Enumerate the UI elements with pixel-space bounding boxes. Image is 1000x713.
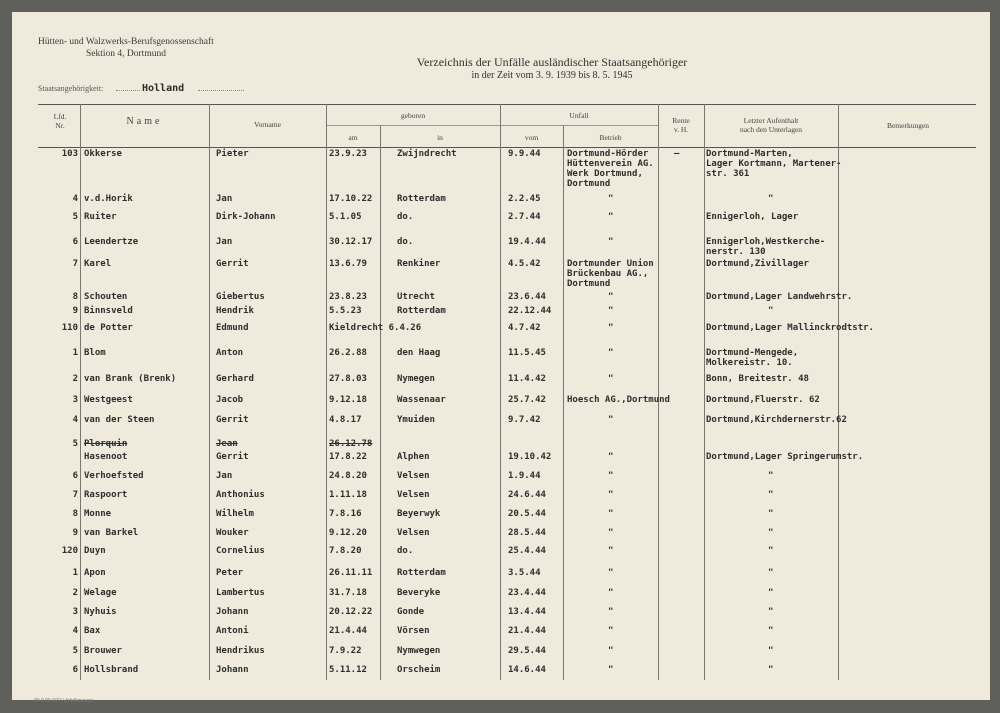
cell-born-place: do.: [397, 212, 414, 222]
cell-vorname: Lambertus: [216, 588, 265, 598]
dotted-line: [198, 90, 244, 91]
document-sheet: [12, 12, 990, 704]
cell-born-place: den Haag: [397, 348, 441, 358]
cell-last-residence: Dortmund,Lager Springerumstr.: [706, 452, 864, 462]
cell-name: Schouten: [84, 292, 128, 302]
cell-born-date: 31.7.18: [329, 588, 367, 598]
cell-last-residence: ": [768, 471, 774, 481]
cell-born-place: Vörsen: [397, 626, 430, 636]
unfall-subrule: [500, 125, 658, 126]
cell-accident-date: 28.5.44: [508, 528, 546, 538]
col-header-rente: Rente v. H.: [672, 116, 690, 134]
cell-last-residence: Ennigerloh, Lager: [706, 212, 799, 222]
cell-nr: 120: [61, 546, 78, 556]
cell-name: Hasenoot: [84, 452, 128, 462]
cell-last-residence: ": [768, 588, 774, 598]
cell-vorname: Peter: [216, 568, 244, 578]
cell-born-date: 5.1.05: [329, 212, 362, 222]
cell-company: ": [608, 212, 614, 222]
cell-born-place: do.: [397, 237, 414, 247]
cell-born-date: 1.11.18: [329, 490, 367, 500]
cell-vorname: Jacob: [216, 395, 244, 405]
cell-born-place: Zwijndrecht: [397, 149, 457, 159]
cell-name: Raspoort: [84, 490, 128, 500]
cell-company: ": [608, 237, 614, 247]
cell-accident-date: 25.4.44: [508, 546, 546, 556]
cell-vorname: Gerhard: [216, 374, 254, 384]
cell-nr: 4: [72, 626, 78, 636]
cell-born-date: 24.8.20: [329, 471, 367, 481]
nationality-label: Staatsangehörigkeit:: [38, 84, 104, 93]
cell-accident-date: 23.4.44: [508, 588, 546, 598]
cell-vorname: Gerrit: [216, 452, 249, 462]
cell-vorname: Gerrit: [216, 415, 249, 425]
cell-born-place: Velsen: [397, 528, 430, 538]
cell-vorname: Jan: [216, 194, 233, 204]
cell-company: ": [608, 626, 614, 636]
cell-accident-date: 2.2.45: [508, 194, 541, 204]
column-rule: [80, 104, 81, 680]
cell-company: ": [608, 374, 614, 384]
cell-accident-date: 2.7.44: [508, 212, 541, 222]
cell-born-date: 9.12.20: [329, 528, 367, 538]
cell-born-place: Utrecht: [397, 292, 435, 302]
cell-vorname: Jan: [216, 471, 233, 481]
cell-vorname: Hendrikus: [216, 646, 265, 656]
cell-born-date: 4.8.17: [329, 415, 362, 425]
cell-accident-date: 29.5.44: [508, 646, 546, 656]
cell-born-date: 7.8.16: [329, 509, 362, 519]
cell-name: Verhoefsted: [84, 471, 144, 481]
cell-born-place: do.: [397, 546, 414, 556]
cell-name: v.d.Horik: [84, 194, 133, 204]
cell-nr: 103: [61, 149, 78, 159]
col-header-am: am: [348, 133, 358, 142]
cell-born-place: Wassenaar: [397, 395, 446, 405]
cell-vorname: Anthonius: [216, 490, 265, 500]
cell-born-date: 26.2.88: [329, 348, 367, 358]
cell-last-residence: Dortmund,Kirchdernerstr.62: [706, 415, 847, 425]
cell-nr: 4: [72, 194, 78, 204]
cell-accident-date: 22.12.44: [508, 306, 552, 316]
cell-accident-date: 25.7.42: [508, 395, 546, 405]
cell-company: ": [608, 509, 614, 519]
cell-name: Binnsveld: [84, 306, 133, 316]
cell-accident-date: 21.4.44: [508, 626, 546, 636]
cell-last-residence: ": [768, 306, 774, 316]
cell-born-place: Beyerwyk: [397, 509, 441, 519]
cell-nr: 7: [72, 259, 78, 269]
cell-accident-date: 4.5.42: [508, 259, 541, 269]
cell-vorname: Dirk-Johann: [216, 212, 276, 222]
col-header-lfd: Lfd. Nr.: [53, 112, 67, 130]
cell-accident-date: 4.7.42: [508, 323, 541, 333]
col-header-aufenthalt: Letzter Aufenthalt nach den Unterlagen: [739, 116, 803, 134]
form-number: 80 0 00 3/37 Unfallanzeige: [34, 698, 94, 704]
cell-company: ": [608, 490, 614, 500]
cell-company: ": [608, 306, 614, 316]
organization-header: [38, 36, 214, 60]
cell-vorname: Pieter: [216, 149, 249, 159]
column-rule: [658, 104, 659, 680]
cell-born-date: 21.4.44: [329, 626, 367, 636]
column-rule: [500, 104, 501, 680]
cell-born-place: Velsen: [397, 490, 430, 500]
cell-born-place: Nymwegen: [397, 646, 441, 656]
cell-born-place: Alphen: [397, 452, 430, 462]
cell-nr: 3: [72, 395, 78, 405]
cell-name: Ruiter: [84, 212, 117, 222]
col-header-in: in: [437, 133, 443, 142]
cell-name: Westgeest: [84, 395, 133, 405]
cell-vorname: Johann: [216, 607, 249, 617]
cell-nr: 4: [72, 415, 78, 425]
cell-born-date: 23.9.23: [329, 149, 367, 159]
cell-nr: 8: [72, 292, 78, 302]
cell-accident-date: 19.4.44: [508, 237, 546, 247]
cell-name: Brouwer: [84, 646, 122, 656]
col-header-vom: vom: [524, 133, 539, 142]
cell-accident-date: 19.10.42: [508, 452, 552, 462]
org-section: Sektion 4, Dortmund: [86, 49, 166, 59]
cell-nr: 8: [72, 509, 78, 519]
cell-company: ": [608, 194, 614, 204]
cell-last-residence: Dortmund-Mengede, Molkereistr. 10.: [706, 348, 799, 368]
cell-born-date: 9.12.18: [329, 395, 367, 405]
cell-name: van Brank (Brenk): [84, 374, 177, 384]
cell-born-date: 7.9.22: [329, 646, 362, 656]
cell-nr: 6: [72, 237, 78, 247]
cell-last-residence: ": [768, 546, 774, 556]
cell-last-residence: ": [768, 646, 774, 656]
header-bottom-rule: [38, 147, 976, 148]
cell-last-residence: Dortmund,Zivillager: [706, 259, 809, 269]
cell-born-date: 26.12.78: [329, 439, 373, 449]
cell-name: Okkerse: [84, 149, 122, 159]
table-top-rule: [38, 104, 976, 105]
col-header-betrieb: Betrieb: [599, 133, 622, 142]
cell-company: ": [608, 348, 614, 358]
cell-name: Bax: [84, 626, 101, 636]
cell-vorname: Cornelius: [216, 546, 265, 556]
cell-born-date: 26.11.11: [329, 568, 373, 578]
cell-born-date: 27.8.03: [329, 374, 367, 384]
cell-nr: 6: [72, 665, 78, 675]
cell-company: ": [608, 415, 614, 425]
cell-nr: 5: [72, 439, 78, 449]
cell-company: ": [608, 665, 614, 675]
cell-accident-date: 9.9.44: [508, 149, 541, 159]
col-header-vorname: Vorname: [254, 120, 281, 129]
cell-last-residence: Ennigerloh,Westkerche- nerstr. 130: [706, 237, 826, 257]
cell-last-residence: Bonn, Breitestr. 48: [706, 374, 809, 384]
cell-born-place: Orscheim: [397, 665, 441, 675]
cell-last-residence: ": [768, 626, 774, 636]
cell-name: Apon: [84, 568, 106, 578]
cell-name: Leendertze: [84, 237, 139, 247]
cell-name: Monne: [84, 509, 112, 519]
cell-last-residence: Dortmund-Marten, Lager Kortmann, Martener- str. 361: [706, 149, 842, 179]
cell-born-date: 17.10.22: [329, 194, 373, 204]
cell-name: Karel: [84, 259, 112, 269]
cell-accident-date: 3.5.44: [508, 568, 541, 578]
cell-name: Blom: [84, 348, 106, 358]
cell-born-place: Renkiner: [397, 259, 441, 269]
cell-name: Hollsbrand: [84, 665, 139, 675]
col-header-geboren: geboren: [400, 111, 426, 120]
cell-nr: 1: [72, 568, 78, 578]
cell-last-residence: ": [768, 490, 774, 500]
cell-born-place: Velsen: [397, 471, 430, 481]
cell-last-residence: ": [768, 568, 774, 578]
column-rule: [209, 104, 210, 680]
cell-born-date: 17.8.22: [329, 452, 367, 462]
cell-vorname: Wilhelm: [216, 509, 254, 519]
cell-born-date: 30.12.17: [329, 237, 373, 247]
cell-name: van Barkel: [84, 528, 139, 538]
cell-name: Duyn: [84, 546, 106, 556]
cell-last-residence: ": [768, 509, 774, 519]
cell-vorname: Jan: [216, 237, 233, 247]
cell-nr: 110: [61, 323, 78, 333]
cell-vorname: Wouker: [216, 528, 249, 538]
cell-company: Hoesch AG.,Dortmund: [567, 395, 670, 405]
cell-last-residence: ": [768, 194, 774, 204]
cell-accident-date: 14.6.44: [508, 665, 546, 675]
cell-name: Welage: [84, 588, 117, 598]
cell-accident-date: 11.4.42: [508, 374, 546, 384]
org-name: Hütten- und Walzwerks-Berufsgenossenschaft: [38, 37, 214, 47]
cell-last-residence: Dortmund,Lager Mallinckrodtstr.: [706, 323, 874, 333]
cell-pension: —: [674, 149, 680, 159]
cell-company: ": [608, 292, 614, 302]
column-rule: [380, 125, 381, 680]
cell-vorname: Hendrik: [216, 306, 254, 316]
cell-last-residence: Dortmund,Lager Landwehrstr.: [706, 292, 853, 302]
cell-nr: 9: [72, 306, 78, 316]
cell-company: ": [608, 588, 614, 598]
geboren-subrule: [326, 125, 500, 126]
col-header-name: Name: [126, 116, 163, 127]
cell-name: Plorquin: [84, 439, 128, 449]
cell-accident-date: 1.9.44: [508, 471, 541, 481]
cell-accident-date: 11.5.45: [508, 348, 546, 358]
cell-born-date: 7.8.20: [329, 546, 362, 556]
cell-vorname: Antoni: [216, 626, 249, 636]
cell-company: ": [608, 568, 614, 578]
cell-name: de Potter: [84, 323, 133, 333]
cell-born-place: Rotterdam: [397, 194, 446, 204]
cell-name: van der Steen: [84, 415, 155, 425]
cell-accident-date: 20.5.44: [508, 509, 546, 519]
cell-nr: 3: [72, 607, 78, 617]
cell-accident-date: 24.6.44: [508, 490, 546, 500]
cell-company: ": [608, 471, 614, 481]
cell-born-place: Nymegen: [397, 374, 435, 384]
cell-born-place: Ymuiden: [397, 415, 435, 425]
cell-born-date: 13.6.79: [329, 259, 367, 269]
cell-company: ": [608, 646, 614, 656]
cell-last-residence: ": [768, 528, 774, 538]
cell-company: Dortmunder Union Brückenbau AG., Dortmund: [567, 259, 654, 289]
cell-born-place: Rotterdam: [397, 568, 446, 578]
cell-born-date: 5.5.23: [329, 306, 362, 316]
cell-company: ": [608, 546, 614, 556]
cell-last-residence: Dortmund,Fluerstr. 62: [706, 395, 820, 405]
cell-nr: 9: [72, 528, 78, 538]
cell-vorname: Edmund: [216, 323, 249, 333]
cell-vorname: Gerrit: [216, 259, 249, 269]
cell-company: ": [608, 607, 614, 617]
cell-accident-date: 13.4.44: [508, 607, 546, 617]
dotted-line: [116, 90, 140, 91]
cell-born-date: 23.8.23: [329, 292, 367, 302]
cell-born-place: Gonde: [397, 607, 425, 617]
cell-last-residence: ": [768, 665, 774, 675]
col-header-unfall: Unfall: [569, 111, 589, 120]
cell-last-residence: ": [768, 607, 774, 617]
cell-accident-date: 23.6.44: [508, 292, 546, 302]
cell-name: Nyhuis: [84, 607, 117, 617]
col-header-bemerkungen: Bemerkungen: [886, 121, 930, 130]
cell-nr: 2: [72, 374, 78, 384]
cell-vorname: Johann: [216, 665, 249, 675]
cell-born-date: 20.12.22: [329, 607, 373, 617]
cell-nr: 5: [72, 646, 78, 656]
column-rule: [563, 125, 564, 680]
cell-vorname: Jean: [216, 439, 238, 449]
cell-vorname: Anton: [216, 348, 244, 358]
cell-company: ": [608, 452, 614, 462]
cell-nr: 1: [72, 348, 78, 358]
cell-nr: 5: [72, 212, 78, 222]
column-rule: [326, 104, 327, 680]
document-title: Verzeichnis der Unfälle ausländischer Staatsangehöriger: [416, 55, 688, 69]
cell-nr: 7: [72, 490, 78, 500]
column-rule: [704, 104, 705, 680]
cell-company: Dortmund-Hörder Hüttenverein AG. Werk Dortmund, Dortmund: [567, 149, 654, 189]
cell-born-date: 5.11.12: [329, 665, 367, 675]
document-subtitle: in der Zeit vom 3. 9. 1939 bis 8. 5. 1945: [471, 70, 633, 81]
cell-born-place: Rotterdam: [397, 306, 446, 316]
nationality-value: Holland: [142, 83, 185, 94]
cell-born-date: Kieldrecht 6.4.26: [329, 323, 422, 333]
cell-company: ": [608, 528, 614, 538]
cell-vorname: Giebertus: [216, 292, 265, 302]
cell-accident-date: 9.7.42: [508, 415, 541, 425]
cell-nr: 2: [72, 588, 78, 598]
cell-born-place: Beveryke: [397, 588, 441, 598]
cell-nr: 6: [72, 471, 78, 481]
cell-company: ": [608, 323, 614, 333]
column-rule: [838, 104, 839, 680]
